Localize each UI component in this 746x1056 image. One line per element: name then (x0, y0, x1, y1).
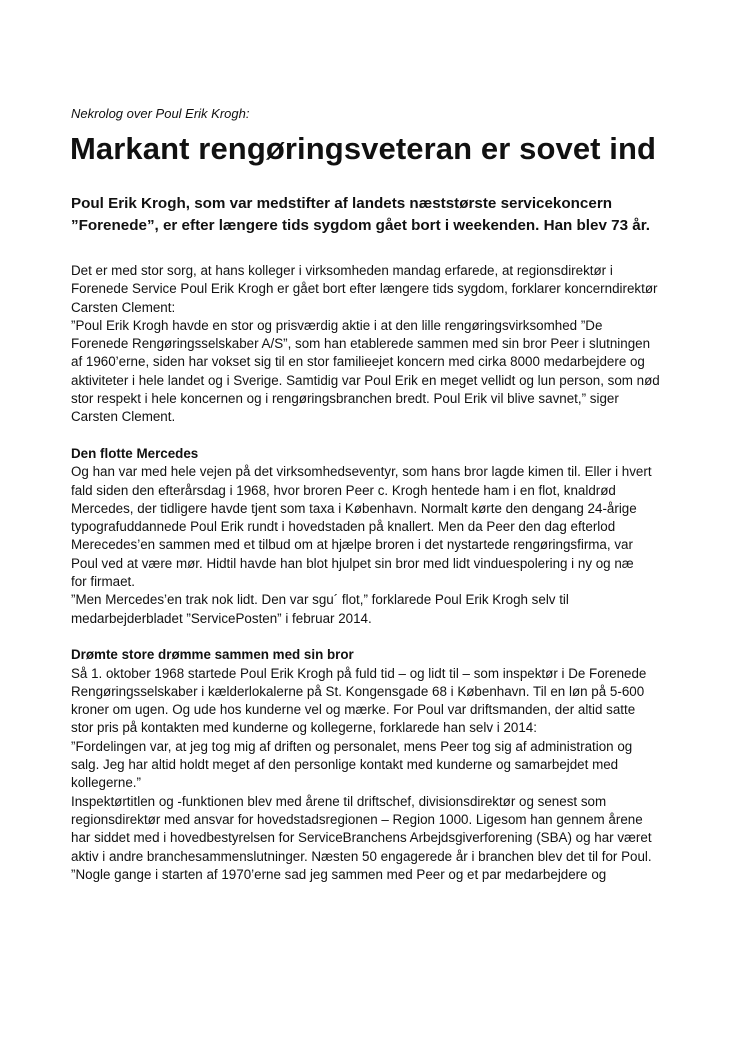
body-line: medarbejderbladet ”ServicePosten” i februar 2014. (71, 610, 372, 626)
lead-line: ”Forenede”, er efter længere tids sygdom gået bort i weekenden. Han blev 73 år. (71, 217, 650, 234)
body-line: Rengøringsselskaber i kælderlokalerne på St. Kongensgade 68 i København. Til en løn på 5-600 (71, 683, 645, 699)
body-line: typografuddannede Poul Erik rundt i hovedstaden på knallert. Men da Peer den dag efterlod (71, 519, 616, 535)
body-line: Forenede Rengøringsselskaber A/S”, som han etablerede sammen med sin bror Peer i slutningen (71, 336, 651, 352)
body-line: Merecedes’en sammen med et tilbud om at hjælpe broren i det nystartede rengøringsfirma, var (71, 537, 633, 553)
body-line: salg. Jeg har altid holdt meget af den personlige kontakt med kunderne og samarbejdet med (71, 757, 619, 773)
body-line: ”Poul Erik Krogh havde en stor og prisværdig aktie i at den lille rengøringsvirksomhed ”De (71, 317, 603, 333)
body-line: Så 1. oktober 1968 startede Poul Erik Krogh på fuld tid – og lidt til – som inspektør i De Forenede (71, 665, 647, 681)
body-line: for firmaet. (71, 574, 135, 590)
body-line: ”Fordelingen var, at jeg tog mig af driften og personalet, mens Peer tog sig af administration og (71, 738, 633, 754)
body-line: Og han var med hele vejen på det virksomhedseventyr, som hans bror lagde kimen til. Eller i hvert (71, 464, 652, 480)
body-line: Det er med stor sorg, at hans kolleger i virksomheden mandag erfarede, at regionsdirektør i (71, 263, 613, 278)
article-lead (71, 193, 691, 237)
body-line: Inspektørtitlen og -funktionen blev med årene til driftschef, divisionsdirektør og senest som (71, 793, 607, 809)
article-body (71, 262, 691, 884)
article-headline: Markant rengøringsveteran er sovet ind (70, 131, 657, 166)
body-line: ”Nogle gange i starten af 1970’erne sad jeg sammen med Peer og et par medarbejdere og (71, 866, 607, 882)
body-line: Poul ved at være mør. Hidtil havde han blot hjulpet sin bror med lidt vinduespolering i ny og næ (71, 555, 634, 571)
section-heading: Drømte store drømme sammen med sin bror (71, 647, 354, 663)
body-line: fald siden den efterårsdag i 1968, hvor broren Peer c. Krogh hentede ham i en flot, knaldrød (71, 482, 616, 498)
body-line: Carsten Clement. (71, 409, 176, 425)
obituary-kicker: Nekrolog over Poul Erik Krogh: (71, 106, 250, 121)
body-line: aktiviteter i hele landet og i Sverige. Samtidig var Poul Erik en meget vellidt og lun person, som nød (71, 372, 660, 388)
body-line: stor respekt i hele koncernen og i rengøringsbranchen bredt. Poul Erik vil blive savnet,” siger (71, 391, 619, 407)
lead-line: Poul Erik Krogh, som var medstifter af landets næststørste servicekoncern (71, 195, 613, 212)
paragraph-gap (71, 427, 691, 445)
body-line: stor pris på kontakten med kunderne og kollegerne, forklarede han selv i 2014: (71, 720, 537, 736)
body-line: Forenede Service Poul Erik Krogh er gået bort efter længere tids sygdom, forklarer koncerndirektør (71, 281, 658, 297)
body-line: regionsdirektør med ansvar for hovedstadsregionen – Region 1000. Ligesom han gennem årene (71, 811, 643, 827)
body-line: ”Men Mercedes’en trak nok lidt. Den var sgu´ flot,” forklarede Poul Erik Krogh selv til (71, 592, 569, 608)
body-line: aktiv i andre branchesammenslutninger. Næsten 50 engagerede år i branchen blev det til for Poul. (71, 848, 652, 864)
body-line: Mercedes, der tidligere havde tjent som taxa i København. Normalt kørte den dengang 24-årige (71, 500, 637, 516)
section-heading: Den flotte Mercedes (71, 445, 199, 461)
body-line: Carsten Clement: (71, 299, 176, 315)
body-line: har siddet med i hovedbestyrelsen for ServiceBranchens Arbejdsgiverforening (SBA) og har været (71, 830, 652, 846)
body-line: kroner om ugen. Og ude hos kunderne vel og mærke. For Poul var driftsmanden, der altid satte (71, 702, 636, 718)
paragraph-gap (71, 628, 691, 646)
body-line: kollegerne.” (71, 775, 141, 791)
body-line: af 1960’erne, siden har vokset sig til en stor familieejet koncern med cirka 8000 medarbejdere og (71, 354, 645, 370)
